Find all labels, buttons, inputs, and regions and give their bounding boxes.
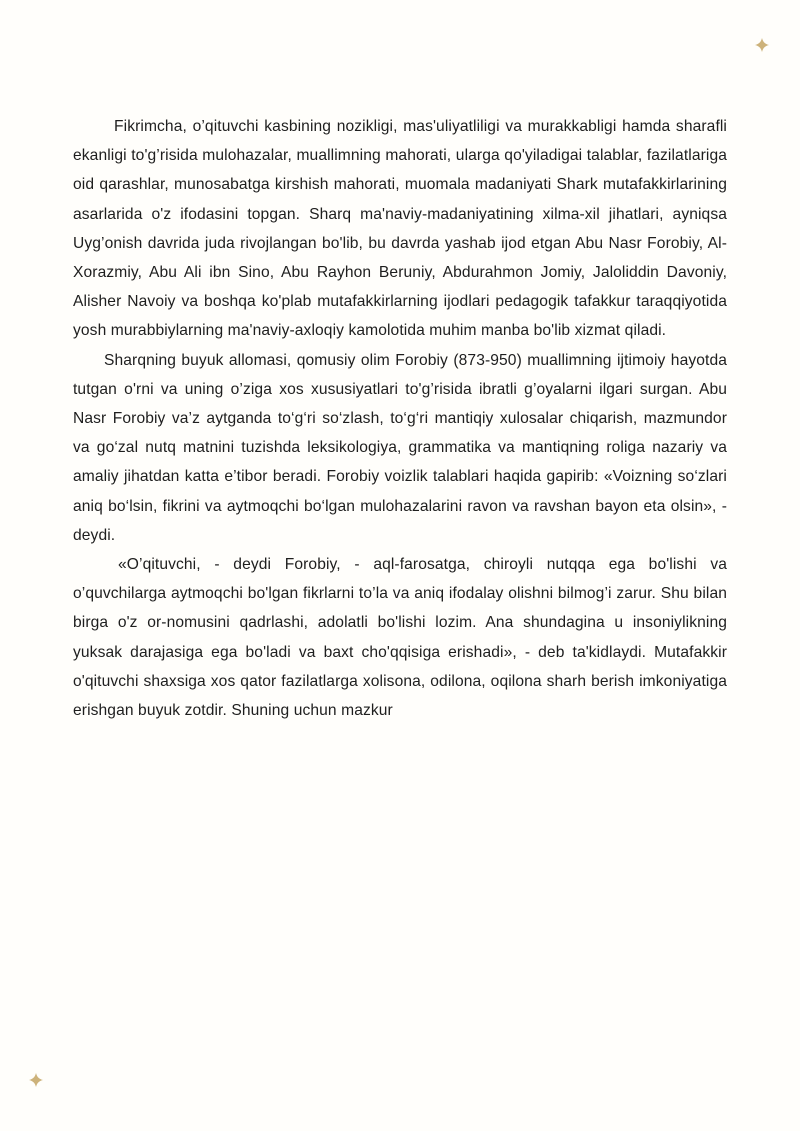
ornament-diamond-icon: [29, 1073, 43, 1087]
paragraph: «O’qituvchi, - deydi Forobiy, - aql-farosatga, chiroyli nutqqa ega bo'lishi va o’quvchilarga aytmoqchi bo'lgan fikrlarni to’la va aniq ifodalay olishni bilmog’i zarur. Shu bilan birga o'z or-nomusini qadrlashi, adolatli bo'lishi lozim. Ana shundagina u insoniylikning yuksak darajasiga ega bo'ladi va baxt cho'qqisiga erishadi», - deb ta'kidlaydi. Mutafakkir o'qituvchi shaxsiga xos qator fazilatlarga xolisona, odilona, oqilona sharh berish imkoniyatiga erishgan buyuk zotdir. Shuning uchun mazkur: [73, 556, 727, 720]
ornament-diamond-icon: [755, 38, 769, 52]
document-body: [73, 112, 727, 725]
paragraph: Sharqning buyuk allomasi, qomusiy olim Forobiy (873-950) muallimning ijtimoiy hayotda tutgan o'rni va uning o’ziga xos xususiyatlari to'g’risida ibratli g’oyalarni ilgari surgan. Abu Nasr Forobiy va’z aytganda to‘g‘ri so‘zlash, to‘g‘ri mantiqiy xulosalar chiqarish, mazmundor va go‘zal nutq matnini tuzishda leksikologiya, grammatika va mantiqning roliga nazariy va amaliy jihatdan katta e’tibor beradi. Forobiy voizlik talablari haqida gapirib: «Voizning so‘zlari aniq bo‘lsin, fikrini va aytmoqchi bo‘lgan mulohazalarini ravon va ravshan bayon eta olsin», - deydi.: [73, 351, 727, 544]
paragraph: Fikrimcha, o’qituvchi kasbining nozikligi, mas'uliyatliligi va murakkabligi hamda sharafli ekanligi to'g’risida mulohazalar, muallimning mahorati, ularga qo'yiladigai talablar, fazilatlariga oid qarashlar, munosabatga kirshish mahorati, muomala madaniyati Shark mutafakkirlarining asarlarida o'z ifodasini topgan. Sharq ma'naviy-madaniyatining xilma-xil jihatlari, ayniqsa Uyg’onish davrida juda rivojlangan bo'lib, bu davrda yashab ijod etgan Abu Nasr Forobiy, Al-Xorazmiy, Abu Ali ibn Sino, Abu Rayhon Beruniy, Abdurahmon Jomiy, Jaloliddin Davoniy, Alisher Navoiy va boshqa ko'plab mutafakkirlarning ijodlari pedagogik tafakkur taraqqiyotida yosh murabbiylarning ma'naviy-axloqiy kamolotida muhim manba bo'lib xizmat qiladi.: [73, 118, 727, 340]
